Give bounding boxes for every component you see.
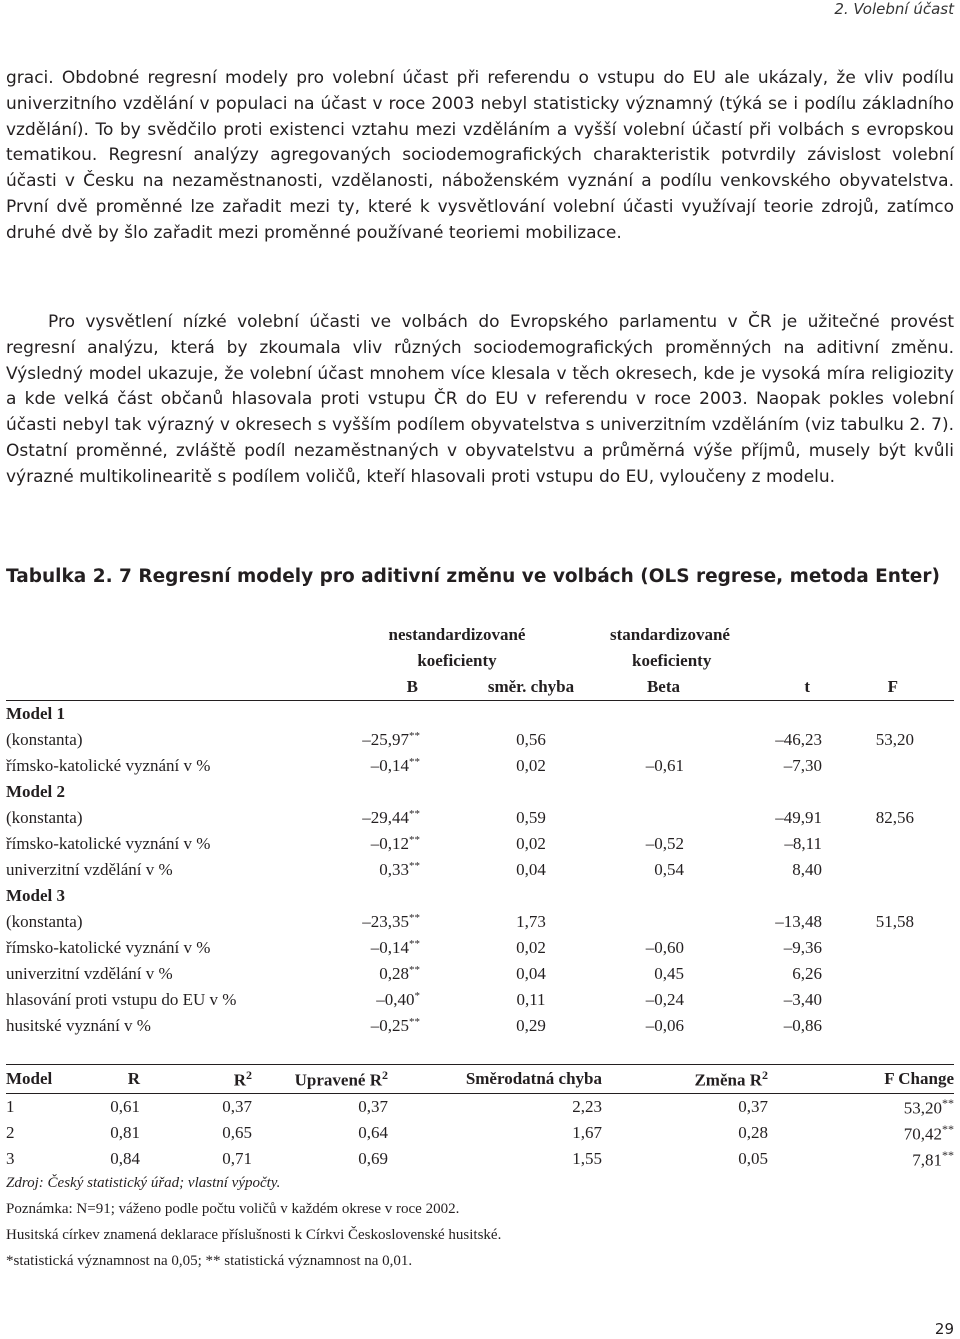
coef-b: [324, 831, 472, 857]
summary-r: 0,84: [110, 1149, 140, 1168]
variable-label: (konstanta): [6, 912, 83, 931]
summary-header-change-text: Změna R: [694, 1070, 762, 1090]
significance-stars: **: [942, 1147, 954, 1162]
model-heading: Model 1: [6, 704, 66, 723]
summary-r: 0,81: [110, 1123, 140, 1142]
variable-label: husitské vyznání v %: [6, 1016, 151, 1035]
hussite-note: Husitská církev znamená deklarace příslušnosti k Církvi Československé husitské.: [6, 1227, 502, 1243]
summary-model: 2: [6, 1123, 15, 1142]
table-row: [6, 727, 954, 753]
significance-note: *statistická významnost na 0,05; ** statistická významnost na 0,01.: [6, 1253, 413, 1269]
model-heading-row: [6, 779, 954, 805]
summary-header-adj-r2-sup: 2: [382, 1067, 388, 1082]
table-row: [6, 909, 954, 935]
table-row: [6, 1094, 954, 1121]
coef-b-value: –23,35: [362, 912, 409, 931]
variable-label: římsko-katolické vyznání v %: [6, 756, 211, 775]
summary-model: 1: [6, 1097, 15, 1116]
header-unstandardized-line2: koeficienty: [417, 651, 497, 670]
summary-header-change-sup: 2: [762, 1067, 768, 1082]
coef-b: [324, 1013, 472, 1039]
table-row: [6, 805, 954, 831]
significance-stars: **: [409, 808, 420, 820]
coef-t: –49,91: [775, 808, 822, 827]
coef-f: [836, 1013, 954, 1039]
coef-se: 0,11: [516, 990, 546, 1009]
table-row: [6, 831, 954, 857]
coef-b-value: –0,12: [370, 834, 409, 853]
summary-f-change: [768, 1094, 954, 1121]
summary-se: 1,67: [572, 1123, 602, 1142]
coef-b: [324, 961, 472, 987]
summary-header-model: Model: [6, 1065, 96, 1094]
coef-beta: –0,60: [645, 938, 684, 957]
variable-label: (konstanta): [6, 808, 83, 827]
coef-b: [324, 935, 472, 961]
coef-se: 0,02: [516, 938, 546, 957]
coef-beta: –0,24: [645, 990, 684, 1009]
coef-t: –46,23: [775, 730, 822, 749]
model-summary-body: [6, 1094, 954, 1173]
coef-f: [836, 857, 954, 883]
coef-t: –13,48: [775, 912, 822, 931]
summary-f-change: [768, 1120, 954, 1146]
sample-note: Poznámka: N=91; váženo podle počtu voličů v každém okrese v roce 2002.: [6, 1201, 460, 1217]
regression-coefficients-table: [6, 622, 954, 1039]
header-f: F: [836, 674, 954, 701]
coef-se: 0,59: [516, 808, 546, 827]
coef-b-value: –0,25: [370, 1016, 409, 1035]
coef-f: 51,58: [875, 912, 914, 931]
coef-b: [324, 909, 472, 935]
significance-stars: **: [409, 912, 420, 924]
coef-se: 0,02: [516, 834, 546, 853]
coef-b-value: –25,97: [362, 730, 409, 749]
table-row: [6, 753, 954, 779]
variable-label: římsko-katolické vyznání v %: [6, 834, 211, 853]
header-se: směr. chyba: [472, 674, 590, 701]
summary-f-change-value: 70,42: [903, 1124, 942, 1144]
coef-f: [836, 987, 954, 1013]
header-standardized-line2: koeficienty: [632, 651, 712, 670]
header-unstandardized-line1: nestandardizované: [388, 625, 526, 644]
coef-t: 6,26: [792, 964, 822, 983]
coef-b: [324, 805, 472, 831]
variable-label: (konstanta): [6, 730, 83, 749]
regression-coefficients-body: [6, 701, 954, 1040]
significance-stars: **: [409, 938, 420, 950]
coef-se: 0,29: [516, 1016, 546, 1035]
significance-stars: **: [409, 1016, 420, 1028]
variable-label: hlasování proti vstupu do EU v %: [6, 990, 237, 1009]
summary-header-adj-r2-text: Upravené R: [294, 1070, 382, 1090]
coef-beta: –0,61: [645, 756, 684, 775]
model-heading-row: [6, 701, 954, 728]
significance-stars: *: [414, 990, 420, 1002]
model-summary-table: [6, 1064, 954, 1172]
summary-r2: 0,37: [222, 1097, 252, 1116]
page-number: 29: [934, 1320, 954, 1338]
summary-change: 0,28: [738, 1123, 768, 1142]
coef-t: –0,86: [783, 1016, 822, 1035]
body-paragraph-2: Pro vysvětlení nízké volební účasti ve volbách do Evropského parlamentu v ČR je užitečné provést regresní analýzu, která by zkoumala vliv různých sociodemografických proměnných na aditivní změnu. Výsledný model ukazuje, že volební účast mnohem více klesala v těch okresech, kde je vysoká míra religiozity a kde velká část občanů hlasovala proti vstupu ČR do EU v referendu v roce 2003. Naopak pokles volební účasti nebyl tak výrazný v okresech s vyšším podílem obyvatelstva s univerzitním vzděláním (viz tabulku 2. 7). Ostatní proměnné, zvláště podíl nezaměstnaných v obyvatelstvu a průměrná výše příjmů, musely být kvůli výrazné multikolinearitě s podílem voličů, kteří hlasovali proti vstupu do EU, vyloučeny z modelu.: [6, 312, 954, 487]
header-beta: Beta: [590, 674, 724, 701]
coef-se: 1,73: [516, 912, 546, 931]
significance-stars: **: [409, 834, 420, 846]
source-note: Zdroj: Český statistický úřad; vlastní výpočty.: [6, 1175, 281, 1191]
coef-beta: [590, 909, 724, 935]
summary-r2: 0,71: [222, 1149, 252, 1168]
coef-b-value: –0,14: [370, 938, 409, 957]
coef-f: 82,56: [875, 808, 914, 827]
header-standardized-line1: standardizované: [610, 625, 730, 644]
summary-header-r2: [140, 1065, 252, 1094]
coef-t: –7,30: [783, 756, 822, 775]
summary-header-f-change: F Change: [768, 1065, 954, 1094]
header-b: B: [324, 674, 472, 701]
coef-beta: –0,52: [645, 834, 684, 853]
summary-adj-r2: 0,37: [358, 1097, 388, 1116]
variable-label: univerzitní vzdělání v %: [6, 964, 173, 983]
coef-b: [324, 753, 472, 779]
coef-b: [324, 857, 472, 883]
summary-header-r: R: [96, 1065, 140, 1094]
coef-beta: 0,45: [654, 964, 684, 983]
coef-f: [836, 961, 954, 987]
coef-b-value: –29,44: [362, 808, 409, 827]
summary-se: 2,23: [572, 1097, 602, 1116]
significance-stars: **: [409, 964, 420, 976]
summary-header-r2-sup: 2: [246, 1067, 252, 1082]
table-notes: [6, 1170, 954, 1274]
model-heading: Model 2: [6, 782, 66, 801]
model-heading: Model 3: [6, 886, 66, 905]
summary-f-change-value: 53,20: [903, 1098, 942, 1118]
significance-stars: **: [409, 756, 420, 768]
summary-header-r2-text: R: [233, 1070, 246, 1090]
coef-b: [324, 987, 472, 1013]
summary-adj-r2: 0,69: [358, 1149, 388, 1168]
coef-b-value: –0,14: [370, 756, 409, 775]
table-row: [6, 1146, 954, 1172]
summary-change: 0,37: [738, 1097, 768, 1116]
header-t: t: [724, 674, 836, 701]
summary-f-change-value: 7,81: [912, 1150, 942, 1170]
coef-f: [836, 831, 954, 857]
significance-stars: **: [942, 1095, 954, 1110]
table-row: [6, 961, 954, 987]
running-head: 2. Volební účast: [834, 0, 954, 18]
coef-t: 8,40: [792, 860, 822, 879]
summary-header-se: Směrodatná chyba: [388, 1065, 602, 1094]
coef-b: [324, 727, 472, 753]
coef-se: 0,02: [516, 756, 546, 775]
coef-t: –8,11: [784, 834, 822, 853]
coef-beta: –0,06: [645, 1016, 684, 1035]
significance-stars: **: [409, 860, 420, 872]
summary-r: 0,61: [110, 1097, 140, 1116]
model-heading-row: [6, 883, 954, 909]
summary-model: 3: [6, 1149, 15, 1168]
summary-f-change: [768, 1146, 954, 1172]
coef-t: –9,36: [783, 938, 822, 957]
table-row: [6, 1120, 954, 1146]
summary-r2: 0,65: [222, 1123, 252, 1142]
summary-header-adj-r2: [252, 1065, 388, 1094]
coef-b-value: 0,28: [379, 964, 409, 983]
coef-b-value: 0,33: [379, 860, 409, 879]
table-title: Tabulka 2. 7 Regresní modely pro aditivní změnu ve volbách (OLS regrese, metoda Enter): [6, 566, 940, 587]
coef-beta: 0,54: [654, 860, 684, 879]
variable-label: univerzitní vzdělání v %: [6, 860, 173, 879]
table-row: [6, 1013, 954, 1039]
summary-header-change: [602, 1065, 768, 1094]
significance-stars: **: [942, 1121, 954, 1136]
summary-se: 1,55: [572, 1149, 602, 1168]
coef-f: 53,20: [875, 730, 914, 749]
table-row: [6, 935, 954, 961]
variable-label: římsko-katolické vyznání v %: [6, 938, 211, 957]
coef-f: [836, 753, 954, 779]
summary-adj-r2: 0,64: [358, 1123, 388, 1142]
coef-beta: [590, 805, 724, 831]
significance-stars: **: [409, 730, 420, 742]
coef-se: 0,56: [516, 730, 546, 749]
coef-se: 0,04: [516, 860, 546, 879]
body-paragraph-1: graci. Obdobné regresní modely pro volební účast při referendu o vstupu do EU ale ukázaly, že vliv podílu univerzitního vzdělání v populaci na účast v roce 2003 nebyl statisticky významný (týká se i podílu základního vzdělání). To by svědčilo proti existenci vztahu mezi vzděláním a vyšší volební účastí při volbách s evropskou tematikou. Regresní analýzy agregovaných sociodemografických charakteristik potvrdily závislost volební účasti v Česku na nezaměstnanosti, vzdělanosti, náboženském vyznání a podílu venkovského obyvatelstva. První dvě proměnné lze zařadit mezi ty, které k vysvětlování volební účasti využívají teorie zdrojů, zatímco druhé dvě by šlo zařadit mezi proměnné používané teoriemi mobilizace.: [6, 68, 954, 243]
table-row: [6, 857, 954, 883]
coef-beta: [590, 727, 724, 753]
coef-b-value: –0,40: [376, 990, 415, 1009]
summary-change: 0,05: [738, 1149, 768, 1168]
coef-t: –3,40: [783, 990, 822, 1009]
table-row: [6, 987, 954, 1013]
coef-se: 0,04: [516, 964, 546, 983]
coef-f: [836, 935, 954, 961]
